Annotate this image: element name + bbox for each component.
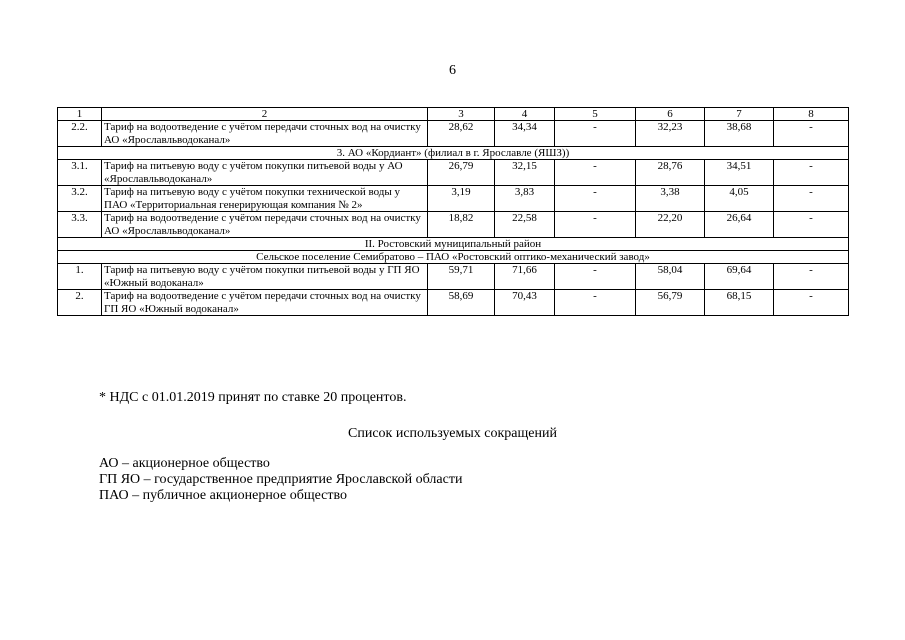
row-number-cell: 3.1. <box>58 160 102 186</box>
tariff-value-cell: - <box>774 186 849 212</box>
abbreviations-list <box>99 456 462 504</box>
column-number-header: 3 <box>428 108 495 121</box>
tariff-value-cell: 3,19 <box>428 186 495 212</box>
page-number: 6 <box>449 63 456 78</box>
section-title: 3. АО «Кордиант» (филиал в г. Ярославле (ЯШЗ)) <box>58 147 849 160</box>
tariff-value-cell: 28,76 <box>636 160 705 186</box>
section-title: Сельское поселение Семибратово – ПАО «Ростовский оптико-механический завод» <box>58 251 849 264</box>
tariff-value-cell: 3,83 <box>495 186 555 212</box>
abbreviation-item: АО – акционерное общество <box>99 456 270 471</box>
tariff-value-cell: 22,20 <box>636 212 705 238</box>
tariff-value-cell: - <box>555 121 636 147</box>
tariff-value-cell: 4,05 <box>705 186 774 212</box>
row-number-cell: 1. <box>58 264 102 290</box>
tariff-value-cell: 18,82 <box>428 212 495 238</box>
tariff-value-cell: 26,64 <box>705 212 774 238</box>
row-number-cell: 3.3. <box>58 212 102 238</box>
tariff-value-cell: 26,79 <box>428 160 495 186</box>
tariff-value-cell: - <box>774 212 849 238</box>
tariff-value-cell: - <box>555 160 636 186</box>
table-row <box>58 290 849 316</box>
tariff-description-cell: Тариф на питьевую воду с учётом покупки технической воды у ПАО «Территориальная генерирующая компания № 2» <box>102 186 428 212</box>
section-row <box>58 147 849 160</box>
tariff-value-cell: 28,62 <box>428 121 495 147</box>
tariff-value-cell: - <box>774 264 849 290</box>
tariff-value-cell: 22,58 <box>495 212 555 238</box>
tariff-value-cell: 71,66 <box>495 264 555 290</box>
vat-footnote: * НДС с 01.01.2019 принят по ставке 20 процентов. <box>99 390 407 405</box>
tariff-value-cell: - <box>555 212 636 238</box>
table-header-row <box>58 108 849 121</box>
row-number-cell: 2. <box>58 290 102 316</box>
tariff-table <box>57 107 849 316</box>
column-number-header: 7 <box>705 108 774 121</box>
tariff-value-cell: - <box>774 160 849 186</box>
section-row <box>58 251 849 264</box>
tariff-value-cell: 34,51 <box>705 160 774 186</box>
column-number-header: 8 <box>774 108 849 121</box>
column-number-header: 6 <box>636 108 705 121</box>
tariff-value-cell: 70,43 <box>495 290 555 316</box>
table-row <box>58 212 849 238</box>
tariff-value-cell: 34,34 <box>495 121 555 147</box>
row-number-cell: 2.2. <box>58 121 102 147</box>
tariff-description-cell: Тариф на питьевую воду с учётом покупки питьевой воды у ГП ЯО «Южный водоканал» <box>102 264 428 290</box>
tariff-value-cell: 59,71 <box>428 264 495 290</box>
column-number-header: 2 <box>102 108 428 121</box>
tariff-value-cell: 68,15 <box>705 290 774 316</box>
tariff-value-cell: 32,15 <box>495 160 555 186</box>
abbreviation-item: ПАО – публичное акционерное общество <box>99 488 348 503</box>
tariff-value-cell: 58,04 <box>636 264 705 290</box>
section-row <box>58 238 849 251</box>
tariff-value-cell: - <box>774 290 849 316</box>
tariff-value-cell: - <box>555 264 636 290</box>
table-row <box>58 264 849 290</box>
tariff-value-cell: 58,69 <box>428 290 495 316</box>
column-number-header: 4 <box>495 108 555 121</box>
tariff-value-cell: - <box>555 290 636 316</box>
abbreviation-item: ГП ЯО – государственное предприятие Ярославской области <box>99 472 463 487</box>
abbreviations-title: Список используемых сокращений <box>348 426 557 441</box>
tariff-value-cell: 56,79 <box>636 290 705 316</box>
tariff-description-cell: Тариф на водоотведение с учётом передачи сточных вод на очистку ГП ЯО «Южный водоканал» <box>102 290 428 316</box>
tariff-description-cell: Тариф на водоотведение с учётом передачи сточных вод на очистку АО «Ярославльводоканал» <box>102 212 428 238</box>
tariff-value-cell: 38,68 <box>705 121 774 147</box>
column-number-header: 5 <box>555 108 636 121</box>
table-row <box>58 121 849 147</box>
tariff-value-cell: 32,23 <box>636 121 705 147</box>
tariff-value-cell: - <box>555 186 636 212</box>
tariff-value-cell: - <box>774 121 849 147</box>
table-row <box>58 160 849 186</box>
tariff-description-cell: Тариф на питьевую воду с учётом покупки питьевой воды у АО «Ярославльводоканал» <box>102 160 428 186</box>
section-title: II. Ростовский муниципальный район <box>58 238 849 251</box>
table-row <box>58 186 849 212</box>
column-number-header: 1 <box>58 108 102 121</box>
row-number-cell: 3.2. <box>58 186 102 212</box>
tariff-value-cell: 69,64 <box>705 264 774 290</box>
tariff-value-cell: 3,38 <box>636 186 705 212</box>
tariff-description-cell: Тариф на водоотведение с учётом передачи сточных вод на очистку АО «Ярославльводоканал» <box>102 121 428 147</box>
